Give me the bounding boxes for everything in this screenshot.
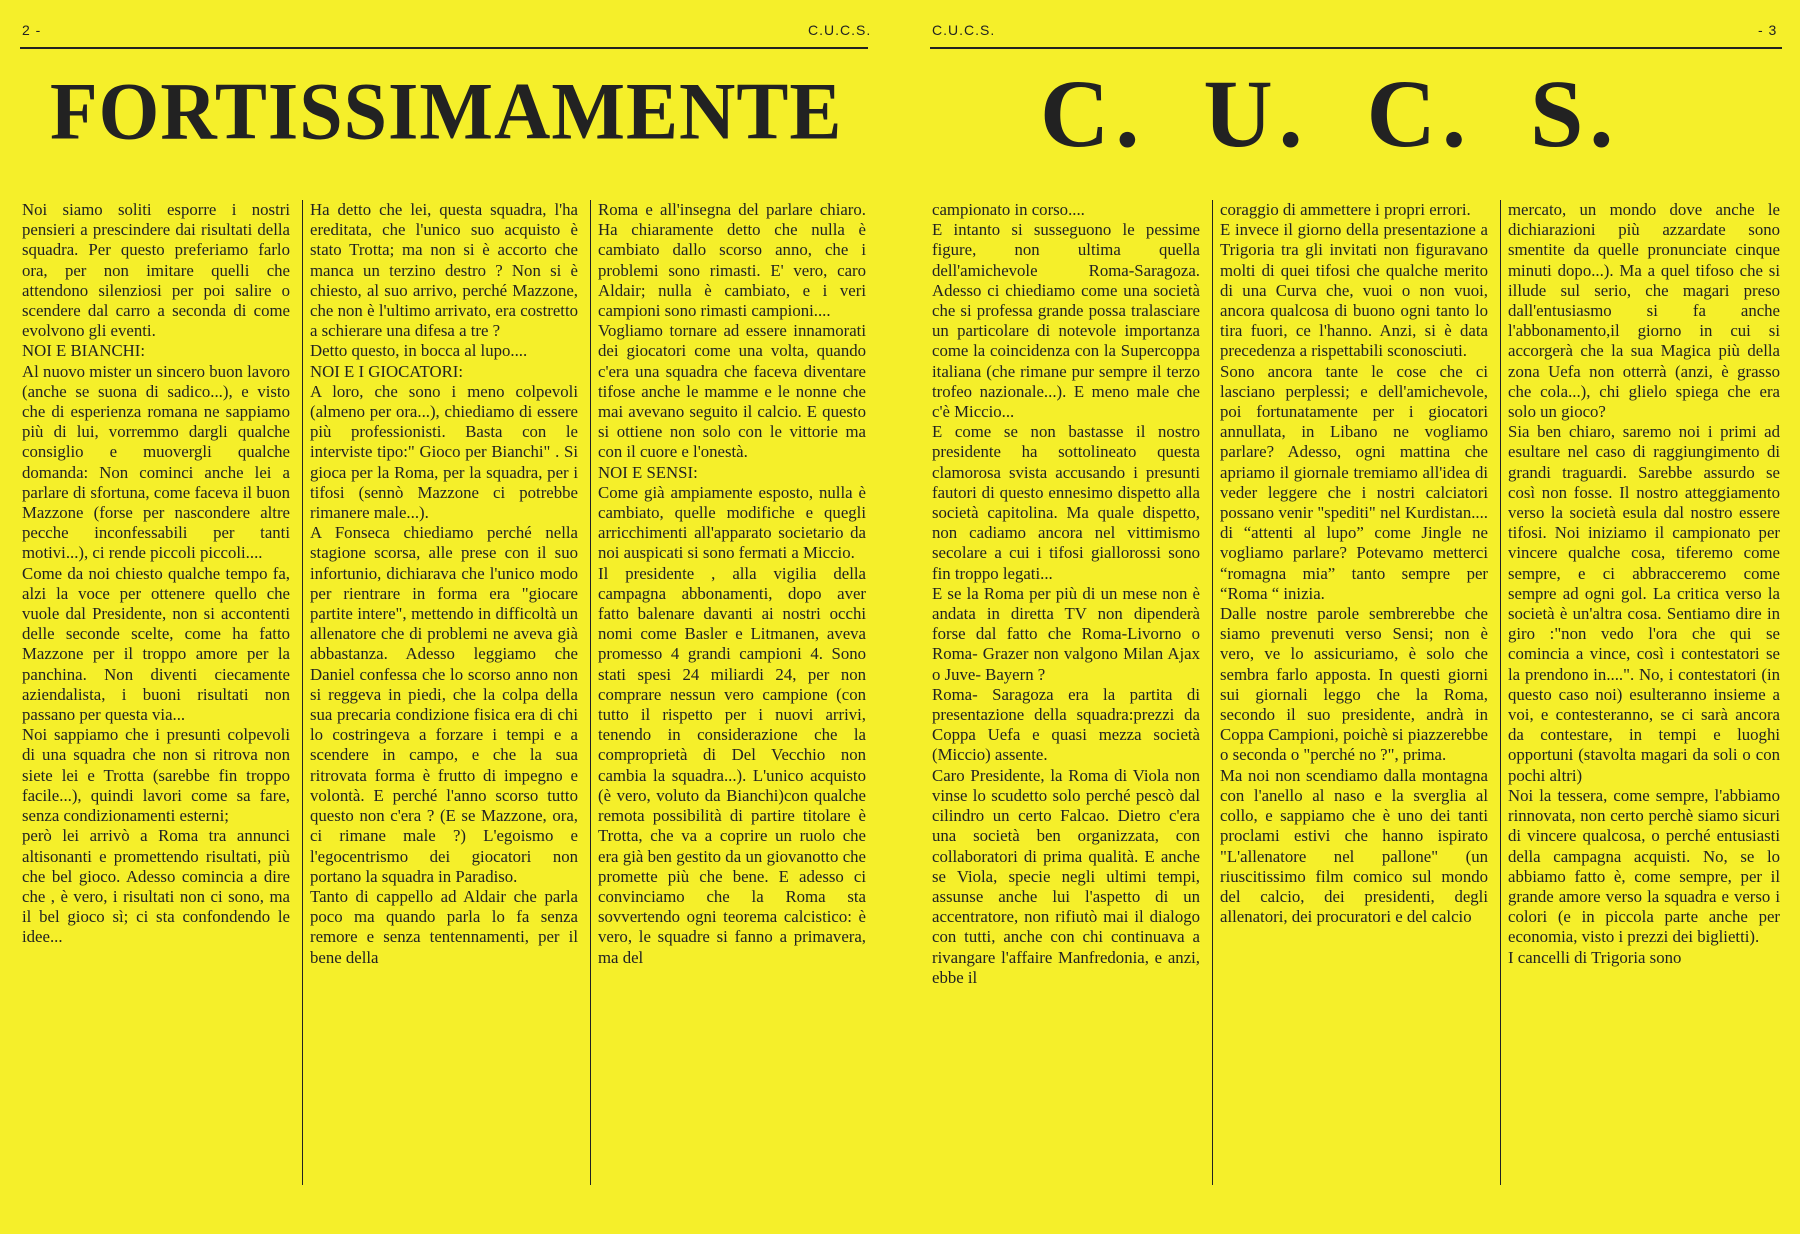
paragraph: Noi la tessera, come sempre, l'abbiamo rinnovata, non certo perchè siamo sicuri di vincere qualcosa, o perché entusiasti della campagna acquisti. No, se lo abbiamo fatto è, come sempre, per il grande amore verso la squadra e verso i colori (e in piccola parte anche per economia, visto i prezzi dei biglietti). — [1508, 785, 1780, 947]
paragraph: A loro, che sono i meno colpevoli (almeno per ora...), chiediamo di essere più professionisti. Basta con le interviste tipo:" Gioco per Bianchi" . Si gioca per la Roma, per la squadra, per i tifosi (sennò Mazzone ci potrebbe rimanere male...). — [310, 381, 578, 523]
paragraph: però lei arrivò a Roma tra annunci altisonanti e promettendo risultati, più che bel gioco. Adesso comincia a dire che , è vero, i risultati non ci sono, ma il bel gioco sì; ci sta confondendo le idee... — [22, 826, 290, 947]
column-divider — [1500, 200, 1501, 1185]
paragraph: Noi siamo soliti esporre i nostri pensieri a prescindere dai risultati della squadra. Per questo preferiamo farlo ora, per non imitare quelli che attendono silenziosi per poi salire o scendere dal carro a seconda di come evolvono gli eventi. — [22, 200, 290, 341]
paragraph: I cancelli di Trigoria sono — [1508, 947, 1682, 967]
paragraph: Ma noi non scendiamo dalla montagna con l'anello al naso e la sverglia al collo, e sappiamo che è uno dei tanti proclami estivi che hanno ispirato "L'allenatore nel pallone" (un riuscitissimo film comico sul mondo del calcio, dei presidenti, degli allenatori, dei procuratori e del calcio — [1220, 765, 1488, 927]
section-heading: NOI E I GIOCATORI: — [310, 361, 464, 381]
paragraph: Roma e all'insegna del parlare chiaro. Ha chiaramente detto che nulla è cambiato dallo scorso anno, che i problemi sono rimasti. E' vero, caro Aldair; nulla è cambiato, e i veri campioni sono rimasti campioni.... — [598, 200, 866, 321]
paragraph: Sia ben chiaro, saremo noi i primi ad esultare nel caso di raggiungimento di grandi traguardi. Sarebbe assurdo se così non fosse. Il nostro atteggiamento verso la società esula dal nostro essere tifosi. Noi iniziamo il campionato per vincere qualche cosa, tiferemo come sempre, e ci abbracceremo come sempre ad ogni gol. La critica verso la società è un'altra cosa. Sentiamo dire in giro :"non vedo l'ora che qui se comincia a vince, così i contestatori se la prendono in....". No, i contestatori (in questo caso noi) esulteranno insieme a voi, e contesteranno, se ci sarà ancora da contestare, in tempi e luoghi opportuni (stavolta magari da soli o con pochi altri) — [1508, 422, 1780, 785]
paragraph: E se la Roma per più di un mese non è andata in diretta TV non dipenderà forse dal fatto che Roma-Livorno o Roma- Grazer non valgono Milan Ajax o Juve- Bayern ? — [932, 583, 1200, 684]
paragraph: A Fonseca chiediamo perché nella stagione scorsa, alle prese con il suo infortunio, dichiarava che l'unico modo per rientrare in forma era "giocare partite intere", mettendo in difficoltà un allenatore che di problemi ne aveva già abbastanza. Adesso leggiamo che Daniel confessa che lo scorso anno non si reggeva in piedi, che la colpa della sua precaria condizione fisica era di chi lo costringeva a forzare i tempi e a scendere in campo, e che la sua ritrovata forma è frutto di impegno e volontà. E perché l'anno scorso tutto questo non c'era ? (E se Mazzone, ora, ci rimane male ?) L'egoismo e l'egocentrismo dei giocatori non portano la squadra in Paradiso. — [310, 523, 578, 886]
paragraph: Come da noi chiesto qualche tempo fa, alzi la voce per ottenere quello che vuole dal Presidente, non si accontenti delle seconde scelte, come ha fatto Mazzone per il troppo amore per la panchina. Non diventi ciecamente aziendalista, i buoni risultati non passano per questa via... — [22, 563, 290, 725]
right-column-1 — [932, 200, 1200, 1220]
left-header-rule — [20, 47, 868, 49]
paragraph: campionato in corso.... — [932, 200, 1085, 219]
paragraph: Detto questo, in bocca al lupo.... — [310, 341, 528, 361]
paragraph: Dalle nostre parole sembrerebbe che siamo prevenuti verso Sensi; non è vero, ve lo assicuriamo, è solo che sembra farlo apposta. In questi giorni sui giornali leggo che la Roma, secondo il suo presidente, andrà in Coppa Campioni, poichè si piazzerebbe o seconda o "perché no ?", prima. — [1220, 604, 1488, 765]
left-headline: FORTISSIMAMENTE — [50, 65, 843, 157]
right-column-2 — [1220, 200, 1488, 1220]
paragraph: Roma- Saragoza era la partita di presentazione della squadra:prezzi da Coppa Uefa e quasi mezza società (Miccio) assente. — [932, 684, 1200, 765]
left-column-1 — [22, 200, 290, 1220]
right-column-3 — [1508, 200, 1780, 1220]
right-headline: C. U. C. S. — [1040, 60, 1620, 167]
paragraph: E come se non bastasse il nostro presidente ha sottolineato questa clamorosa svista accusando i presunti fautori di questo ennesimo dispetto alla società capitolina. Ma quale dispetto, non cadiamo ancora nel vittimismo secolare a cui i tifosi giallorossi sono fin troppo legati... — [932, 422, 1200, 583]
paragraph: Tanto di cappello ad Aldair che parla poco ma quando parla lo fa senza remore e senza tentennamenti, per il bene della — [310, 886, 578, 967]
left-running-head: C.U.C.S. — [808, 22, 872, 38]
paragraph: Caro Presidente, la Roma di Viola non vinse lo scudetto solo perché pescò dal cilindro un certo Falcao. Dietro c'era una società ben organizzata, con collaboratori di prima qualità. E anche se Viola, specie negli ultimi tempi, assunse anche lui l'aspetto di un accentratore, non rifiutò mai il dialogo con tutti, anche con chi continuava a rivangare l'affaire Manfredonia, e anzi, ebbe il — [932, 765, 1200, 987]
right-header-rule — [930, 47, 1782, 49]
column-divider — [590, 200, 591, 1185]
paragraph: coraggio di ammettere i propri errori. — [1220, 200, 1471, 219]
left-column-3 — [598, 200, 866, 1220]
column-divider — [1212, 200, 1213, 1185]
paragraph: E intanto si susseguono le pessime figure, non ultima quella dell'amichevole Roma-Saragoza. Adesso ci chiediamo come una società che si professa grande possa tralasciare un particolare di notevole importanza come la coincidenza con la Supercoppa italiana (che rimane pur sempre il terzo trofeo nazionale...). E meno male che c'è Miccio... — [932, 220, 1200, 422]
paragraph: E invece il giorno della presentazione a Trigoria tra gli invitati non figuravano molti di quei tifosi che qualche merito di una Curva che, vuoi o non vuoi, ancora qualcosa di buono ogni tanto lo tira fuori, ce l'hanno. Anzi, si è data precedenza a rispettabili sconosciuti. — [1220, 220, 1488, 361]
right-running-head: C.U.C.S. — [932, 22, 996, 38]
paragraph: mercato, un mondo dove anche le dichiarazioni più azzardate sono smentite da quelle pronunciate cinque minuti dopo...). Ma a quel tifoso che si illude sul serio, che magari preso dall'entusiasmo si fa anche l'abbonamento,il giorno in cui si accorgerà che la sua Magica più della zona Uefa non otterrà (anzi, è grasso che cola...), chi glielo spiega che era solo un gioco? — [1508, 200, 1780, 422]
left-column-2 — [310, 200, 578, 1220]
paragraph: Come già ampiamente esposto, nulla è cambiato, quelle modifiche e quegli arricchimenti all'apparato societario da noi auspicati si sono fermati a Miccio. — [598, 482, 866, 563]
right-page-number: - 3 — [1758, 22, 1778, 38]
paragraph: Il presidente , alla vigilia della campagna abbonamenti, dopo aver fatto balenare davanti ai nostri occhi nomi come Basler e Litmanen, aveva promesso 4 grandi campioni 4. Sono stati spesi 24 miliardi 24, per non comprare nessun vero campione (con tutto il rispetto per i nuovi arrivi, tenendo in considerazione che la comproprietà di Del Vecchio non cambia la squadra...). L'unico acquisto (è vero, voluto da Bianchi)con qualche remota possibilità di partire titolare è Trotta, che va a coprire un ruolo che era già ben gestito da un giovanotto che promette più che bene. E adesso ci convinciamo che la Roma sta sovvertendo ogni teorema calcistico: è vero, le squadre si fanno a primavera, ma del — [598, 563, 866, 967]
paragraph: Al nuovo mister un sincero buon lavoro (anche se suona di sadico...), e visto che di esperienza romana ne sappiamo più di lui, vorremmo dargli qualche consiglio e muovergli qualche domanda: Non cominci anche lei a parlare di sfortuna, come faceva il buon Mazzone (forse per nascondere altre pecche inconfessabili per tanti motivi...), ci rende piccoli piccoli.... — [22, 361, 290, 563]
paragraph: Ha detto che lei, questa squadra, l'ha ereditata, che l'unico suo acquisto è stato Trotta; ma non si è accorto che manca un terzino destro ? Non si è chiesto, al suo arrivo, perché Mazzone, che non è l'ultimo arrivato, era costretto a schierare una difesa a tre ? — [310, 200, 578, 341]
paragraph: Noi sappiamo che i presunti colpevoli di una squadra che non si ritrova non siete lei e Trotta (sarebbe fin troppo facile...), quindi lavori come sa fare, senza condizionamenti esterni; — [22, 725, 290, 826]
left-page-number: 2 - — [22, 22, 42, 38]
paragraph: Sono ancora tante le cose che ci lasciano perplessi; e dell'amichevole, poi fortunatamente per i giocatori annullata, in Libano ne vogliamo parlare? Adesso, ogni mattina che apriamo il giornale tremiamo all'idea di veder leggere che i nostri calciatori possano venir "spediti" nel Kurdistan.... di “attenti al lupo” come Jingle ne vogliamo parlare? Potevamo metterci “romagna mia” tanto sempre per “Roma “ inizia. — [1220, 361, 1488, 603]
section-heading: NOI E BIANCHI: — [22, 341, 146, 361]
paragraph: Vogliamo tornare ad essere innamorati dei giocatori come una volta, quando c'era una squadra che faceva diventare tifose anche le mamme e le nonne che mai avevano seguito il calcio. E questo si ottiene non solo con le vittorie ma con il cuore e l'onestà. — [598, 321, 866, 462]
column-divider — [302, 200, 303, 1185]
right-page — [900, 0, 1800, 1234]
section-heading: NOI E SENSI: — [598, 462, 698, 482]
